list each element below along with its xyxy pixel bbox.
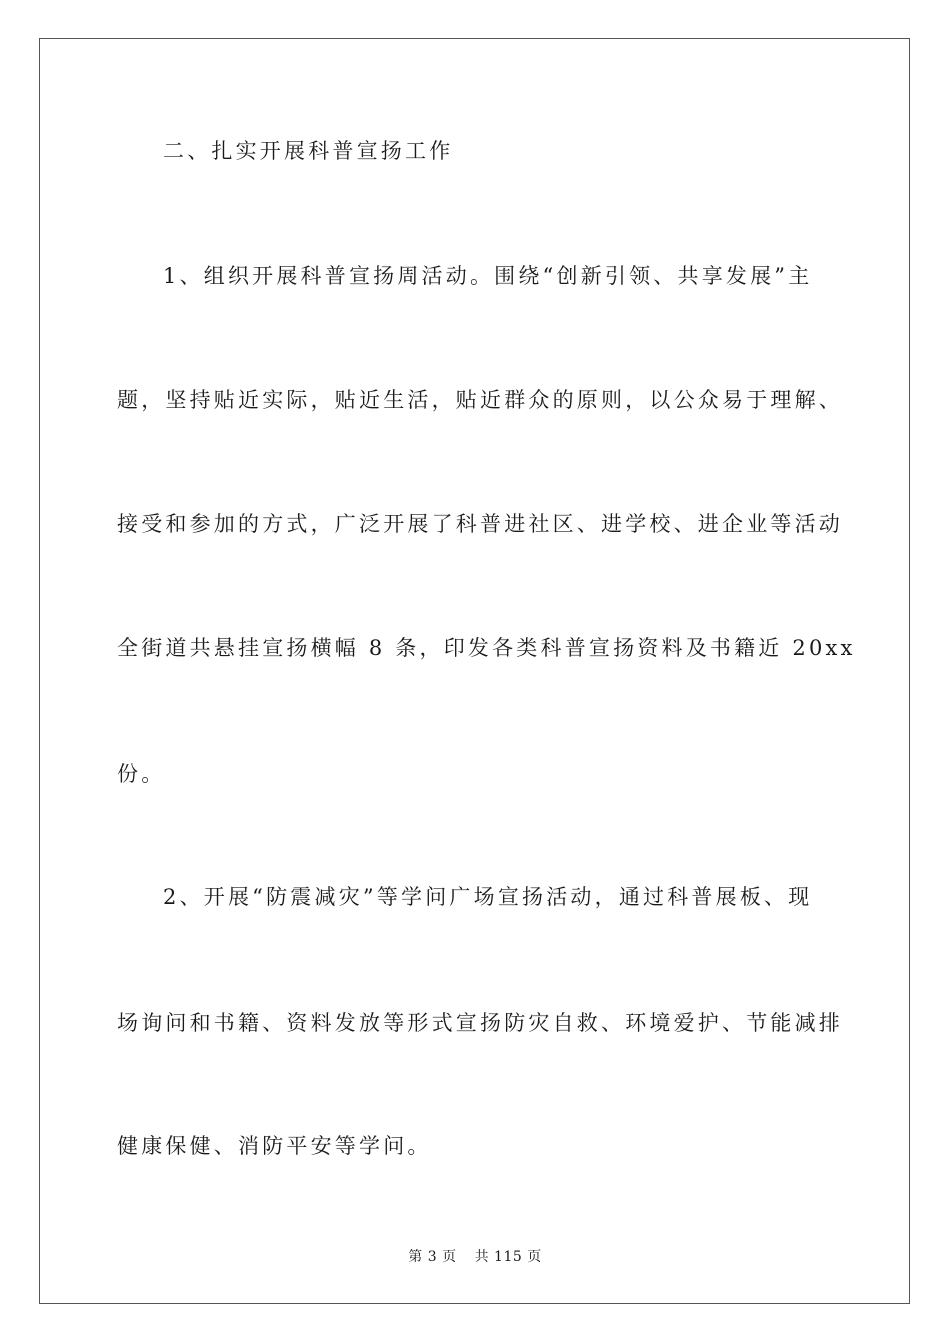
paragraph-1-line-1: 1、组织开展科普宣扬周活动。围绕“创新引领、共享发展”主 bbox=[163, 264, 813, 288]
paragraph-2-line-3: 健康保健、消防平安等学问。 bbox=[117, 1134, 432, 1158]
section-heading: 二、扎实开展科普宣扬工作 bbox=[163, 139, 454, 163]
paragraph-1-line-4: 全街道共悬挂宣扬横幅 8 条，印发各类科普宣扬资料及书籍近 20xx bbox=[117, 636, 856, 660]
paragraph-2-line-2: 场询问和书籍、资料发放等形式宣扬防灾自救、环境爱护、节能减排 bbox=[117, 1011, 843, 1035]
paragraph-2-line-1: 2、开展“防震减灾”等学问广场宣扬活动，通过科普展板、现 bbox=[163, 885, 813, 909]
paragraph-1-line-5: 份。 bbox=[117, 762, 166, 786]
page-border bbox=[39, 38, 910, 1304]
paragraph-1-line-2: 题，坚持贴近实际，贴近生活，贴近群众的原则，以公众易于理解、 bbox=[117, 388, 843, 412]
page-total: 共 115 页 bbox=[474, 1249, 542, 1265]
page-number: 第 3 页 bbox=[408, 1249, 457, 1265]
page-footer bbox=[0, 1248, 950, 1266]
paragraph-1-line-3: 接受和参加的方式，广泛开展了科普进社区、进学校、进企业等活动 bbox=[117, 512, 843, 536]
